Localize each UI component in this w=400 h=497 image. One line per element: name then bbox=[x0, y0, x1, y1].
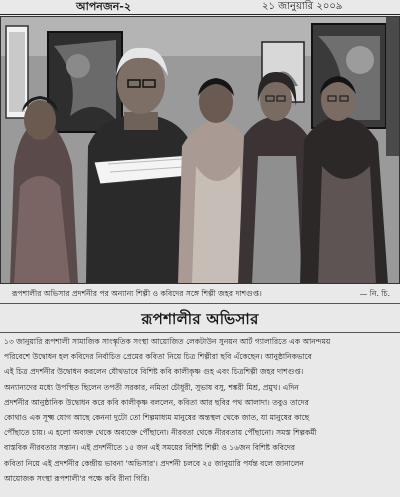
wall-painting-far-right bbox=[386, 16, 400, 156]
divider-headline bbox=[0, 332, 400, 333]
article-line: পরিবেশে উদ্বোধন হল কবিদের নির্বাচিত প্রেমের কবিতা নিয়ে চিত্র শিল্পীরা ছবি এঁকেছেন। আনুষ্ঠানিকভাবে bbox=[4, 352, 312, 362]
article-line: কবিতা নিয়ে এই প্রদর্শনীর কেন্দ্রীয় ভাবনা 'অভিসার'। প্রদর্শনী চলবে ২৫ জানুয়ারি পর্যন্ত বলে জানালেন bbox=[4, 458, 304, 468]
issue-date: ২১ জানুয়ারি ২০০৯ bbox=[262, 1, 343, 12]
photo-caption bbox=[12, 287, 390, 301]
news-photo bbox=[0, 16, 400, 284]
article-line: এই চিত্র প্রদর্শনীর উদ্বোধন করলেন যৌথভাবে বিশিষ্ট কবি কালীকৃষ্ণ গুহ এবং চিত্রশিল্পী জহর দাশগুপ্ত। bbox=[4, 367, 304, 377]
article-line: কোথাও এক সূক্ষ্ম যোগ আছে কেননা দুটো তো শিল্পমাধ্যম মানুষের অন্তস্থল থেকে জাত, যা মানুষের কাছে bbox=[4, 412, 310, 422]
page-header bbox=[0, 0, 400, 15]
caption-text: রূপশালীর অভিসার প্রদর্শনীর পর অন্যান্য শিল্পী ও কবিদের সঙ্গে শিল্পী জহর দাশগুপ্ত। bbox=[12, 289, 262, 298]
wall-painting-left bbox=[6, 26, 28, 118]
article-line: ১৩ জানুয়ারি রূপশালী সামাজিক সাংস্কৃতিক সংস্থা আয়োজিত লেকটাউন সুনয়ন আর্ট গ্যালারিতে এক আনন্দময় bbox=[4, 337, 331, 346]
article-line: প্রদর্শনীর আনুষ্ঠানিক উদ্বোধন করে কবি কালীকৃষ্ণ বললেন, কবিতা আর ছবির পথ আলাদা। তবুও তাদের bbox=[4, 397, 309, 407]
article-line: অন্যান্যদের মধ্যে উপস্থিত ছিলেন তপতী সরকার, নমিতা চৌধুরী, সুভাষ বসু, শঙ্করী মিশ্র, প্রমুখ। এদিন bbox=[4, 382, 299, 392]
article-line: পৌঁছাতে চায়। এ হলো অব্যক্ত থেকে অব্যক্তে পৌঁছানো। নীরবতা থেকে নীরবতায় পৌঁছানো। সমস্ত শিল্পকর্মী bbox=[4, 428, 317, 438]
section-title: আপনজন-২ bbox=[76, 0, 131, 13]
article-line: বাস্তবিক নীরবতার সন্তান। এই প্রদর্শনীতে ১৫ জন এই সময়ের বিশিষ্ট শিল্পী ও ১৬জন বিশিষ্ট কবিদের bbox=[4, 443, 296, 453]
divider-top bbox=[0, 303, 400, 304]
photo-credit: — নি. চি. bbox=[359, 289, 390, 298]
wall-painting-center-left bbox=[48, 32, 122, 132]
article-headline: রূপশালীর অভিসার bbox=[141, 310, 259, 328]
article-body bbox=[4, 334, 396, 494]
article-line: আয়োজক সংস্থা রূপশালী'র পক্ষে কবি রীনা গিরি। bbox=[4, 473, 150, 483]
